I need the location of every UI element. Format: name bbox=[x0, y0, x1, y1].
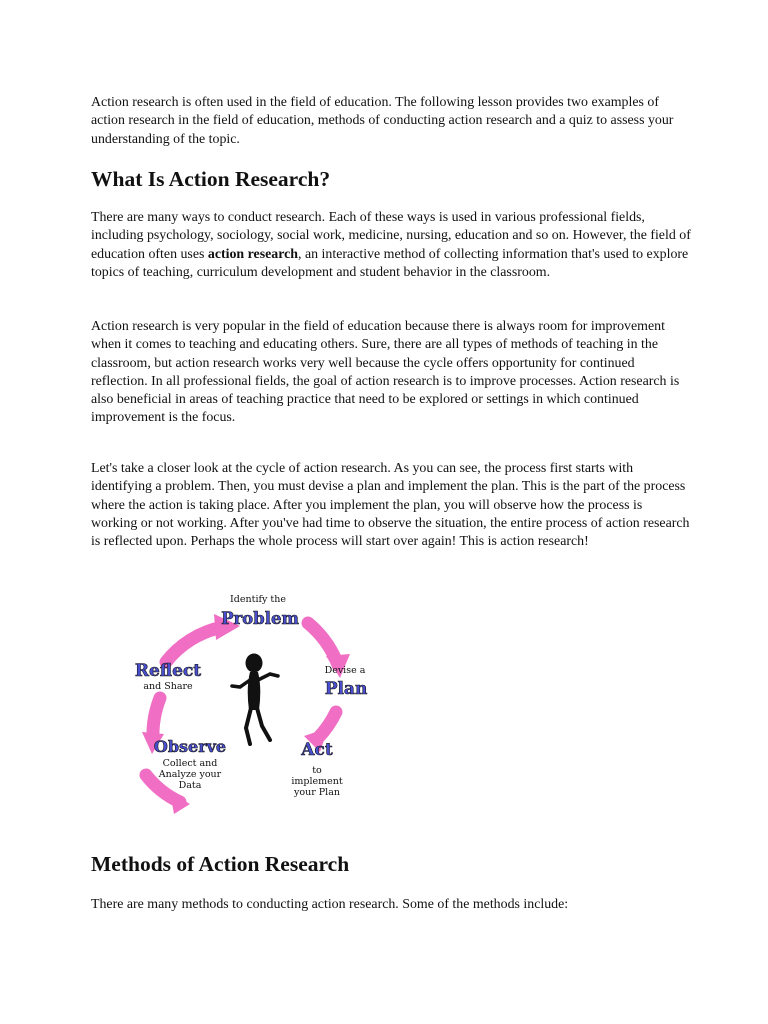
bold-term: action research bbox=[207, 246, 299, 262]
person-figure-icon bbox=[232, 654, 278, 745]
label-reflect: Reflect bbox=[134, 661, 202, 681]
label-observe-small-1: Collect and bbox=[162, 758, 218, 769]
action-research-cycle-diagram bbox=[128, 590, 390, 816]
label-observe: Observe bbox=[153, 737, 227, 756]
arrow-left bbox=[153, 698, 160, 738]
label-identify-small: Identify the bbox=[230, 594, 286, 605]
label-reflect-small: and Share bbox=[143, 681, 193, 692]
label-act-small-1: to bbox=[312, 765, 322, 776]
paragraph-cycle-description: Let's take a closer look at the cycle of action research. As you can see, the process first starts with identifying a problem. Then, you must devise a plan and implement the plan. This is the part of the process where the action is taking place. After you implement the plan, you will observe how the process is working or not working. After you've had time to observe the situation, the entire process of action research is reflected upon. Perhaps the whole process will start over again! This is action research! bbox=[91, 461, 690, 550]
label-observe-small-2: Analyze your bbox=[158, 769, 222, 780]
label-problem: Problem bbox=[221, 609, 299, 628]
intro-paragraph: Action research is often used in the field of education. The following lesson provides two examples of action research in the field of education, methods of conducting action research and a quiz to assess your understanding of the topic. bbox=[91, 95, 674, 147]
paragraph-ways-to-research bbox=[91, 209, 691, 282]
paragraph-popular-in-education: Action research is very popular in the field of education because there is always room for improvement when it comes to teaching and educating others. Sure, there are all types of methods of teaching in the classroom, but action research works very well because the cycle offers opportunity for continued reflection. In all professional fields, the goal of action research is to improve processes. Action research is also beneficial in areas of teaching practice that need to be explored or settings in which continued improvement is the focus. bbox=[91, 319, 680, 426]
cycle-svg bbox=[128, 590, 390, 816]
paragraph-methods-intro: There are many methods to conducting action research. Some of the methods include: bbox=[91, 897, 569, 912]
heading-what-is-action-research: What Is Action Research? bbox=[91, 167, 331, 191]
label-devise-small: Devise a bbox=[324, 665, 366, 676]
label-plan: Plan bbox=[324, 679, 368, 699]
label-act-small-2: implement bbox=[291, 776, 343, 787]
label-act-small-3: your Plan bbox=[294, 787, 340, 798]
paragraph-text: There are many ways to conduct research. Each of these ways is used in various professional fields, including psychology, sociology, social work, medicine, nursing, education and so on. However, the field of education often uses bbox=[91, 210, 691, 262]
label-observe-small-3: Data bbox=[178, 780, 202, 791]
label-act: Act bbox=[301, 740, 333, 760]
heading-methods-of-action-research: Methods of Action Research bbox=[91, 852, 350, 876]
arrow-top-left bbox=[166, 627, 223, 662]
paragraph-text: , an interactive method of collecting information that's used to explore topics of teaching, curriculum development and student behavior in the classroom. bbox=[91, 246, 689, 280]
